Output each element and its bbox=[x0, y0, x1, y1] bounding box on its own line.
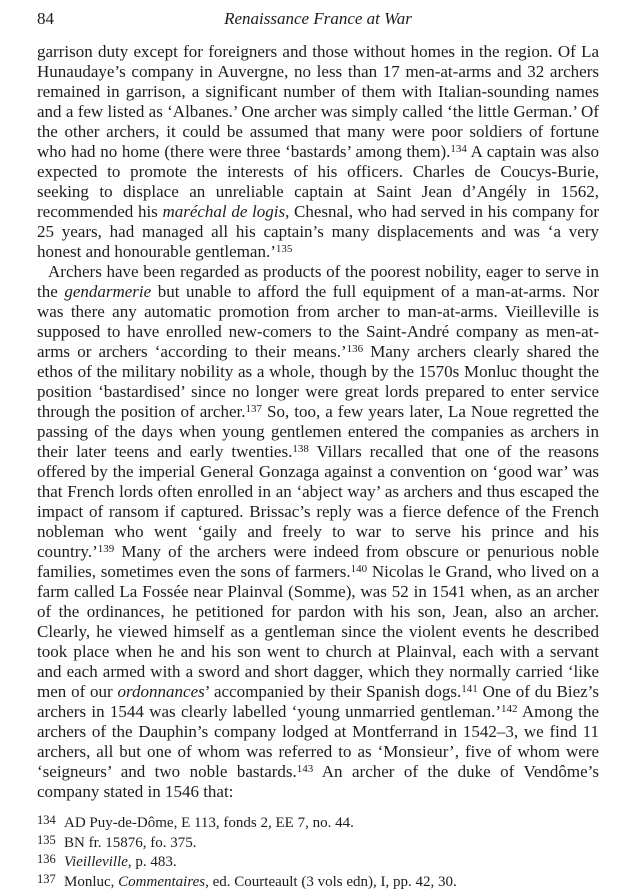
text-run: but unable to afford the full equipment of a man-at-arms. Nor was there any automatic promotion from archer to man-at-arms. Vieilleville is supposed to have enrolled new-comers to the Saint-André company as men-at-arms or archers ‘according to their means.’ bbox=[37, 282, 599, 361]
footnote-marker: 139 bbox=[97, 543, 115, 555]
footnote-marker: 143 bbox=[296, 763, 314, 775]
footnote: 135 BN fr. 15876, fo. 375. bbox=[37, 832, 197, 851]
footnote-text bbox=[64, 815, 354, 831]
running-title: Renaissance France at War bbox=[224, 9, 412, 28]
footnote-marker: 136 bbox=[346, 343, 364, 355]
text-run: , ed. Courteault (3 vols edn), I, pp. 42, 30. bbox=[205, 874, 457, 891]
footnote: 136 Vieilleville, p. 483. bbox=[37, 852, 177, 871]
italic-text: Vieilleville bbox=[64, 854, 128, 871]
paragraph bbox=[37, 42, 599, 262]
footnote-text bbox=[64, 854, 177, 870]
text-run: Many of the archers were indeed from obscure or penurious noble families, sometimes even the sons of farmers. bbox=[37, 542, 599, 581]
text-run: Villars recalled that one of the reasons offered by the imperial General Gonzaga against a convention on ‘good war’ was that French lords often enrolled in an ‘abject way’ as archers and thus escaped the impact of ransom if captured. Brissac’s reply was a fierce defence of the French nobleman who went ‘gaily and freely to war to serve his prince and his country.’ bbox=[37, 442, 599, 561]
footnote-marker: 135 bbox=[275, 243, 293, 255]
italic-text: gendarmerie bbox=[64, 282, 152, 301]
text-run: A captain was also expected to promote the interests of his officers. Charles de Coucys-Burie, seeking to displace an unreliable captain at Saint Jean d’Angély in 1562, recommended his bbox=[37, 142, 600, 221]
text-run: An archer of the duke of Vendôme’s company stated in 1546 that: bbox=[37, 762, 599, 801]
footnote-marker: 140 bbox=[350, 563, 368, 575]
text-run: Many archers clearly shared the ethos of the military nobility as a whole, though by the 1570s Monluc thought the position ‘bastardised’ since no longer were great lords prepared to enter service through the position of archer. bbox=[37, 342, 599, 421]
paragraph bbox=[37, 262, 599, 802]
text-run: AD Puy-de-Dôme, E 113, fonds 2, EE 7, no. 44. bbox=[64, 815, 354, 831]
text-run: , Chesnal, who had served in his company for 25 years, had managed all his captain’s many displacements and was ‘a very honest and honourable gentleman.’ bbox=[37, 202, 599, 261]
italic-text: ordonnances bbox=[117, 682, 205, 701]
footnote-text bbox=[64, 874, 457, 890]
italic-text: Commentaires bbox=[118, 874, 206, 891]
footnote-marker: 142 bbox=[501, 703, 518, 715]
text-run: Among the archers of the Dauphin’s company lodged at Montferrand in 1542–3, we find 11 archers, all but one of whom was referred to as ‘Monsieur’, five of whom were ‘seigneurs’ and two noble bastards. bbox=[37, 702, 599, 781]
footnote-text bbox=[64, 835, 197, 851]
body-text bbox=[37, 42, 599, 802]
text-run: , p. 483. bbox=[127, 854, 177, 871]
italic-text: maréchal de logis bbox=[162, 202, 286, 221]
footnotes bbox=[37, 814, 599, 893]
text-run: Monluc, bbox=[64, 874, 119, 891]
footnote-marker: 141 bbox=[461, 683, 478, 695]
footnote-marker: 137 bbox=[245, 403, 262, 415]
text-run: Nicolas le Grand, who lived on a farm called La Fossée near Plainval (Somme), was 52 in 1541 when, as an archer of the ordinances, he petitioned for pardon with his son, Jean, also an archer. Clearly, he viewed himself as a gentleman since the violent events he described took place when he and his son went to church at Plainval, each with a servant and each armed with a sword and short dagger, which they normally carried ‘like men of our bbox=[37, 562, 599, 701]
text-run: Archers have been regarded as products of the poorest nobility, eager to serve in the bbox=[37, 262, 599, 301]
footnote-marker: 138 bbox=[292, 443, 309, 455]
text-run: BN fr. 15876, fo. 375. bbox=[64, 834, 197, 851]
text-run: One of du Biez’s archers in 1544 was clearly labelled ‘young unmarried gentleman.’ bbox=[37, 682, 600, 721]
page-number: 84 bbox=[37, 9, 54, 28]
text-run: So, too, a few years later, La Noue regretted the passing of the days when young gentlemen entered the companies as archers in their later teens and early twenties. bbox=[37, 402, 599, 461]
text-run: ’ accompanied by their Spanish dogs. bbox=[204, 682, 462, 701]
footnote: 134 AD Puy-de-Dôme, E 113, fonds 2, EE 7, no. 44. bbox=[37, 813, 354, 831]
running-header bbox=[37, 9, 599, 31]
footnote: 137 Monluc, Commentaires, ed. Courteault (3 vols edn), I, pp. 42, 30. bbox=[37, 872, 457, 891]
text-run: garrison duty except for foreigners and those without homes in the region. Of La Hunaudaye’s company in Auvergne, no less than 17 men-at-arms and 32 archers remained in garrison, a significant number of them with Italian-sounding names and a few listed as ‘Albanes.’ One archer was simply called ‘the little German.’ Of the other archers, it could be assumed that many were poor soldiers of fortune who had no home (there were three ‘bastards’ among them). bbox=[37, 42, 599, 161]
footnote-marker: 134 bbox=[450, 143, 467, 155]
